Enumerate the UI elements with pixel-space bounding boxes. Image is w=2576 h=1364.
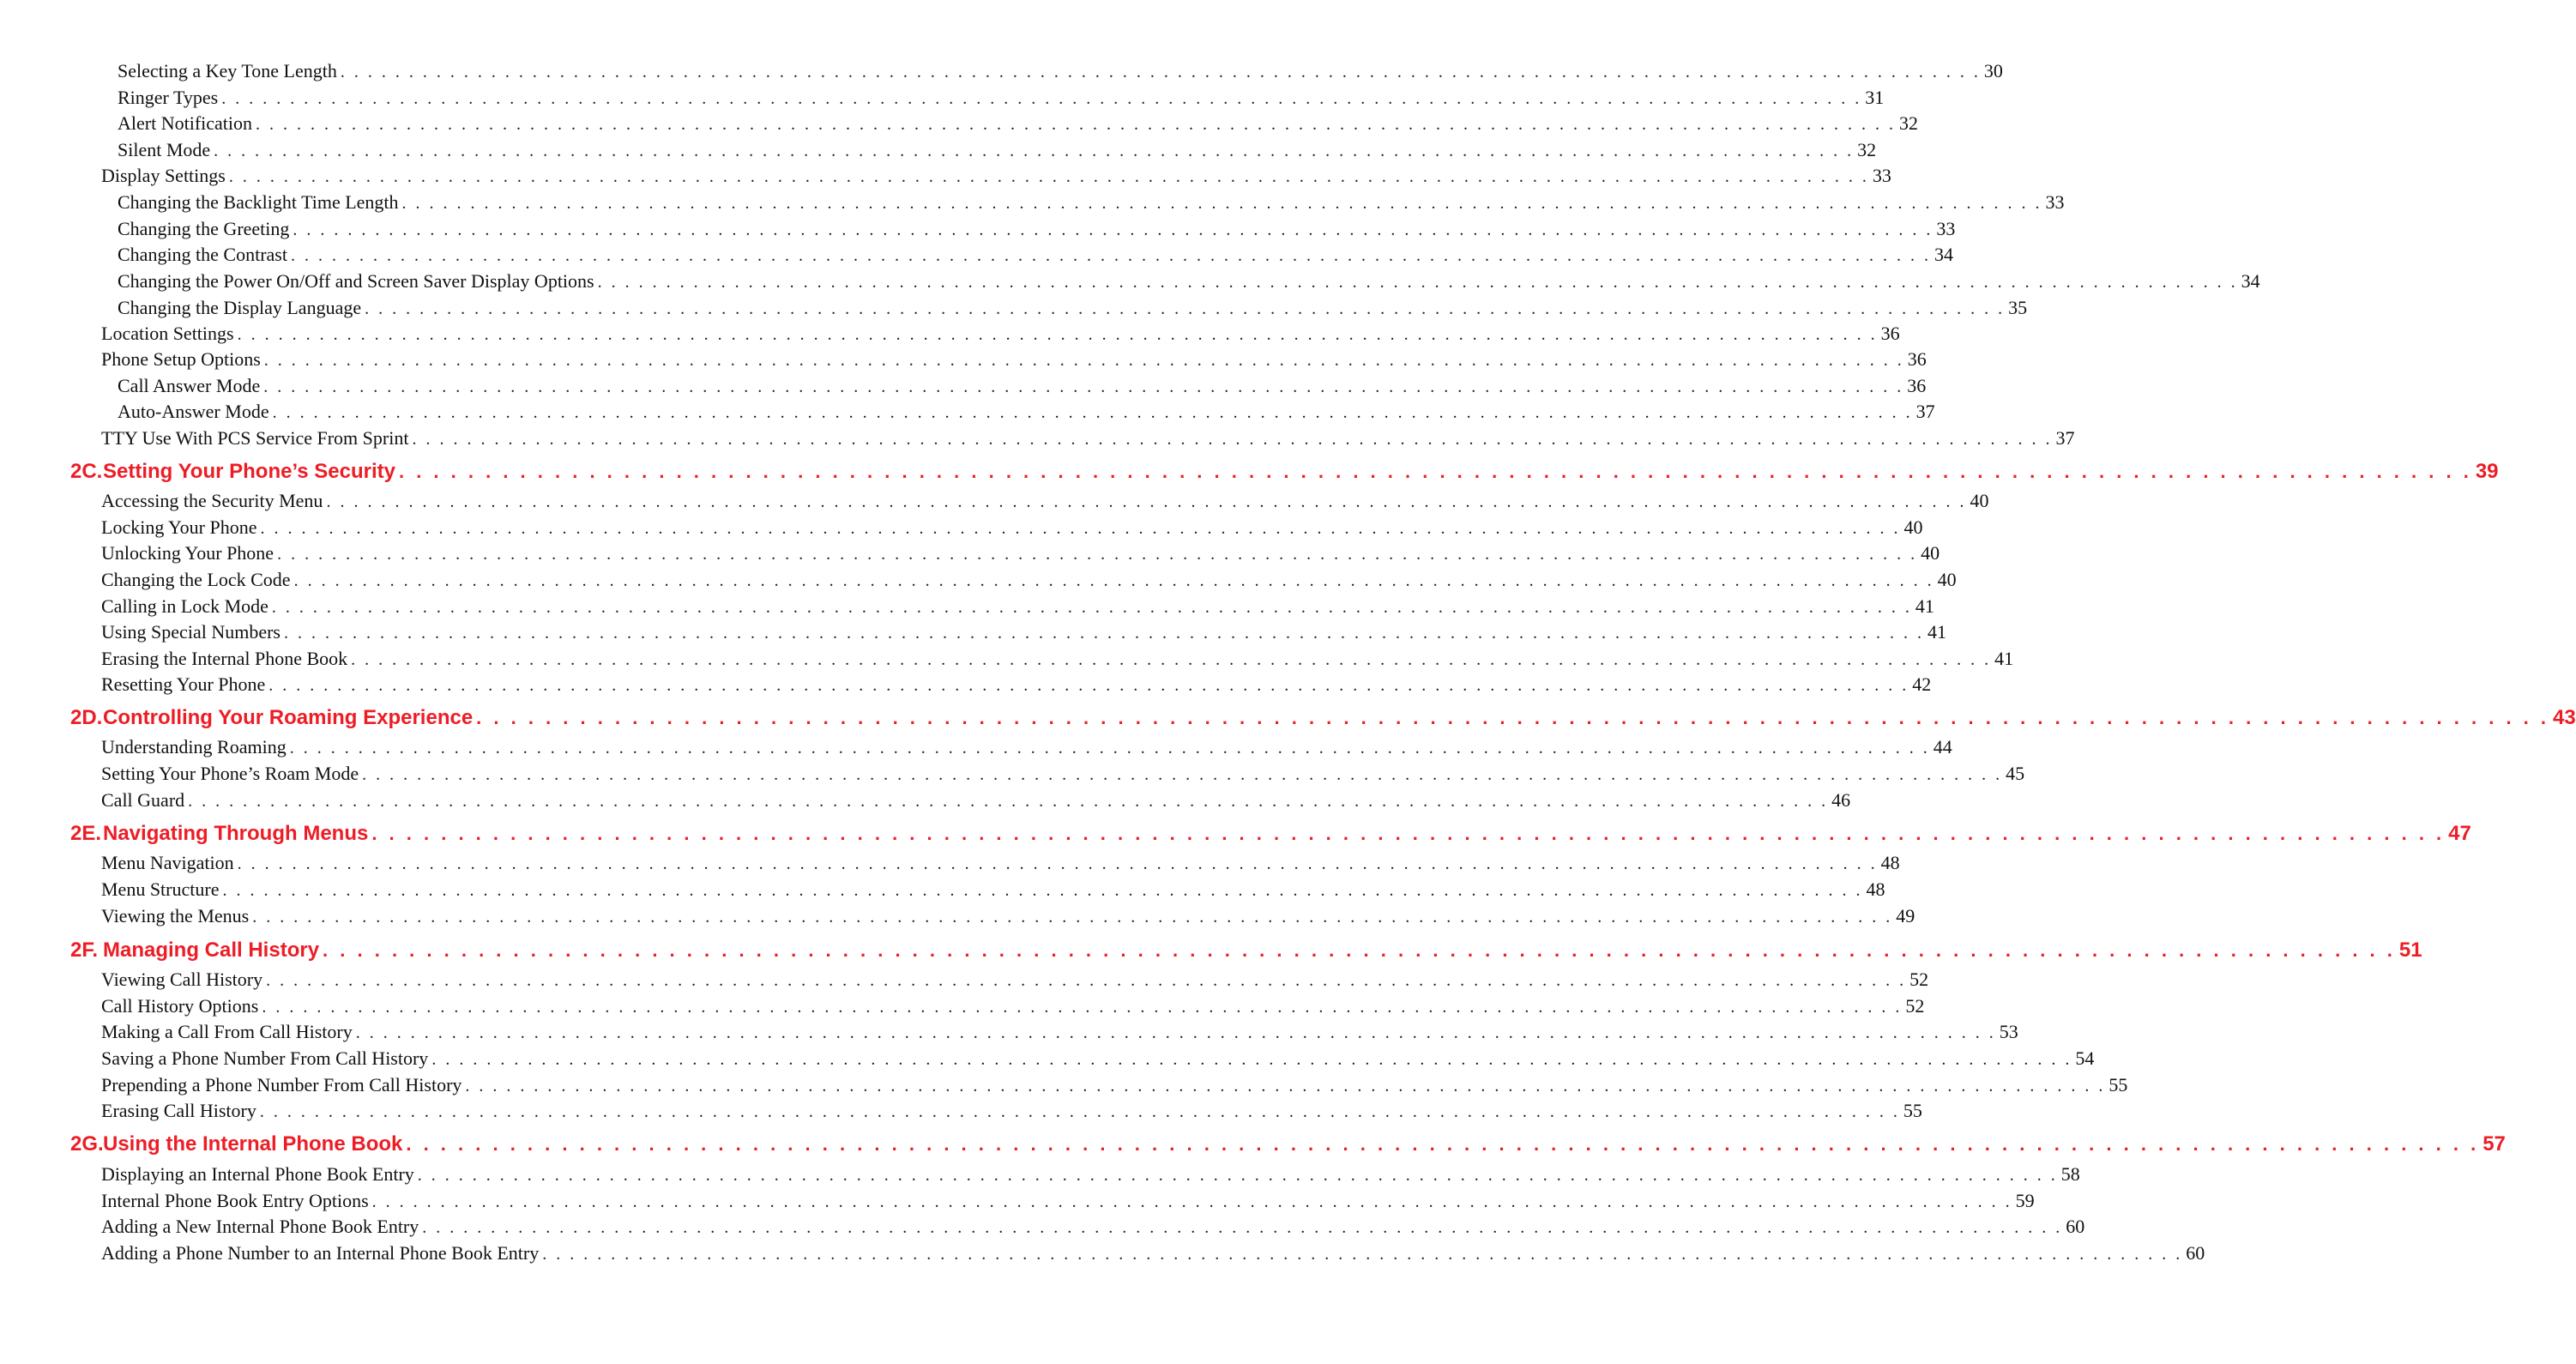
page-number: 36 (1907, 375, 1927, 396)
page-number: 36 (1907, 348, 1927, 370)
dot-leader: . . . . . . . . . . . . . . . . . . . . . . . . . . . . . . . . . . . . . . . . . . . . . . . . . . . . . . . . . . . . . . . . . . . . . . . . . . . . . . . . . . . . . . . . . . . . . . . . . . . . . . . . . . . . . . . . . . . . . . . . (262, 998, 1903, 1017)
dot-leader: . . . . . . . . . . . . . . . . . . . . . . . . . . . . . . . . . . . . . . . . . . . . . . . . . . . . . . . . . . . . . . . . . . . . . . . . . . . . . . . . . . . . . . . . . . . . . . . . . . . . . . . . . . . . . . . . . . . . . . . . (237, 854, 1878, 873)
dot-leader: . . . . . . . . . . . . . . . . . . . . . . . . . . . . . . . . . . . . . . . . . . . . . . . . . . . . . . . . . . . . . . . . . . . . . . . . . . . . . . . . . . . . . . . . . . . . . . . . . . . . . . . . . . . . . . . . . . . . . . . . (371, 823, 2446, 844)
dot-leader: . . . . . . . . . . . . . . . . . . . . . . . . . . . . . . . . . . . . . . . . . . . . . . . . . . . . . . . . . . . . . . . . . . . . . . . . . . . . . . . . . . . . . . . . . . . . . . . . . . . . . . . . . . . . . . . . . . . . . . . . (256, 115, 1897, 134)
page-number: 41 (1915, 595, 1934, 617)
dot-leader: . . . . . . . . . . . . . . . . . . . . . . . . . . . . . . . . . . . . . . . . . . . . . . . . . . . . . . . . . . . . . . . . . . . . . . . . . . . . . . . . . . . . . . . . . . . . . . . . . . . . . . . . . . . . . . . . . . . . . . . . (237, 325, 1878, 344)
page-number: 52 (1905, 995, 1925, 1017)
toc-chapter-row[interactable] (0, 1132, 2506, 1158)
entry-title: Accessing the Security Menu (101, 490, 323, 511)
entry-title: Location Settings (101, 323, 234, 344)
page-number: 44 (1933, 736, 1952, 757)
chapter-number: 2E. (70, 822, 102, 845)
page-number: 60 (2186, 1242, 2205, 1264)
dot-leader: . . . . . . . . . . . . . . . . . . . . . . . . . . . . . . . . . . . . . . . . . . . . . . . . . . . . . . . . . . . . . . . . . . . . . . . . . . . . . . . . . . . . . . . . . . . . . . . . . . . . . . . . . . . . . . . . . . . . . . . . (355, 1023, 1996, 1042)
entry-title: Erasing the Internal Phone Book (101, 648, 348, 669)
page-number: 33 (2045, 191, 2065, 213)
page-number: 49 (1896, 905, 1915, 926)
toc-chapter-row[interactable] (0, 939, 2422, 964)
dot-leader: . . . . . . . . . . . . . . . . . . . . . . . . . . . . . . . . . . . . . . . . . . . . . . . . . . . . . . . . . . . . . . . . . . . . . . . . . . . . . . . . . . . . . . . . . . . . . . . . . . . . . . . . . . . . . . . . . . . . . . . . (214, 142, 1855, 160)
entry-title: Auto-Answer Mode (118, 401, 269, 422)
dot-leader: . . . . . . . . . . . . . . . . . . . . . . . . . . . . . . . . . . . . . . . . . . . . . . . . . . . . . . . . . . . . . . . . . . . . . . . . . . . . . . . . . . . . . . . . . . . . . . . . . . . . . . . . . . . . . . . . . . . . . . . . (259, 1102, 1900, 1121)
dot-leader: . . . . . . . . . . . . . . . . . . . . . . . . . . . . . . . . . . . . . . . . . . . . . . . . . . . . . . . . . . . . . . . . . . . . . . . . . . . . . . . . . . . . . . . . . . . . . . . . . . . . . . . . . . . . . . . . . . . . . . . . (323, 939, 2396, 961)
page-number: 59 (2015, 1190, 2035, 1211)
chapter-title (70, 706, 473, 730)
dot-leader: . . . . . . . . . . . . . . . . . . . . . . . . . . . . . . . . . . . . . . . . . . . . . . . . . . . . . . . . . . . . . . . . . . . . . . . . . . . . . . . . . . . . . . . . . . . . . . . . . . . . . . . . . . . . . . . . . . . . . . . . (431, 1050, 2072, 1069)
entry-title: Display Settings (101, 165, 226, 186)
dot-leader: . . . . . . . . . . . . . . . . . . . . . . . . . . . . . . . . . . . . . . . . . . . . . . . . . . . . . . . . . . . . . . . . . . . . . . . . . . . . . . . . . . . . . . . . . . . . . . . . . . . . . . . . . . . . . . . . . . . . . . . . (266, 971, 1907, 990)
page-number: 33 (1872, 165, 1891, 186)
page-number: 52 (1909, 969, 1929, 990)
entry-title: Adding a Phone Number to an Internal Phone Book Entry (101, 1242, 540, 1264)
entry-title: Changing the Display Language (118, 297, 362, 318)
toc-entry-row[interactable] (0, 244, 1953, 269)
entry-title: Changing the Lock Code (101, 569, 291, 590)
dot-leader: . . . . . . . . . . . . . . . . . . . . . . . . . . . . . . . . . . . . . . . . . . . . . . . . . . . . . . . . . . . . . . . . . . . . . . . . . . . . . . . . . . . . . . . . . . . . . . . . . . . . . . . . . . . . . . . . . . . . . . . . (252, 908, 1893, 926)
entry-title: Internal Phone Book Entry Options (101, 1190, 369, 1211)
dot-leader: . . . . . . . . . . . . . . . . . . . . . . . . . . . . . . . . . . . . . . . . . . . . . . . . . . . . . . . . . . . . . . . . . . . . . . . . . . . . . . . . . . . . . . . . . . . . . . . . . . . . . . . . . . . . . . . . . . . . . . . . (422, 1218, 2063, 1237)
dot-leader: . . . . . . . . . . . . . . . . . . . . . . . . . . . . . . . . . . . . . . . . . . . . . . . . . . . . . . . . . . . . . . . . . . . . . . . . . . . . . . . . . . . . . . . . . . . . . . . . . . . . . . . . . . . . . . . . . . . . . . . . (417, 1166, 2058, 1185)
dot-leader: . . . . . . . . . . . . . . . . . . . . . . . . . . . . . . . . . . . . . . . . . . . . . . . . . . . . . . . . . . . . . . . . . . . . . . . . . . . . . . . . . . . . . . . . . . . . . . . . . . . . . . . . . . . . . . . . . . . . . . . . (290, 246, 1931, 265)
toc-entry-row[interactable] (0, 323, 1900, 348)
page-number: 41 (1994, 648, 2014, 669)
toc-entry-row[interactable] (0, 1242, 2205, 1268)
page-number: 33 (1936, 218, 1956, 239)
page-number: 51 (2398, 939, 2422, 962)
entry-title: Viewing the Menus (101, 905, 250, 926)
page-number: 30 (1983, 60, 2003, 81)
toc-entry-row[interactable] (0, 648, 2014, 673)
dot-leader: . . . . . . . . . . . . . . . . . . . . . . . . . . . . . . . . . . . . . . . . . . . . . . . . . . . . . . . . . . . . . . . . . . . . . . . . . . . . . . . . . . . . . . . . . . . . . . . . . . . . . . . . . . . . . . . . . . . . . . . . (597, 273, 2238, 292)
toc-entry-row[interactable] (0, 621, 1946, 647)
toc-entry-row[interactable] (0, 736, 1952, 762)
toc-entry-row[interactable] (0, 1021, 2018, 1047)
page-number: 60 (2066, 1216, 2085, 1237)
entry-title: Changing the Greeting (118, 218, 290, 239)
toc-entry-row[interactable] (0, 60, 2003, 86)
toc-entry-row[interactable] (0, 270, 2260, 296)
entry-title: Prepending a Phone Number From Call History (101, 1074, 462, 1095)
toc-entry-row[interactable] (0, 1100, 1922, 1126)
entry-title: Alert Notification (118, 112, 253, 134)
entry-title: Understanding Roaming (101, 736, 287, 757)
page-number: 37 (2055, 427, 2075, 449)
toc-entry-row[interactable] (0, 789, 1851, 815)
toc-chapter-row[interactable] (0, 822, 2471, 848)
dot-leader: . . . . . . . . . . . . . . . . . . . . . . . . . . . . . . . . . . . . . . . . . . . . . . . . . . . . . . . . . . . . . . . . . . . . . . . . . . . . . . . . . . . . . . . . . . . . . . . . . . . . . . . . . . . . . . . . . . . . . . . . (293, 571, 1934, 590)
entry-title: Unlocking Your Phone (101, 542, 274, 564)
page-number: 37 (1915, 401, 1935, 422)
entry-title: Making a Call From Call History (101, 1021, 353, 1042)
entry-title: Changing the Power On/Off and Screen Saver Display Options (118, 270, 594, 292)
toc-entry-row[interactable] (0, 191, 2065, 217)
toc-entry-row[interactable] (0, 87, 1885, 112)
entry-title: Displaying an Internal Phone Book Entry (101, 1163, 414, 1185)
page-number: 42 (1912, 673, 1932, 695)
toc-entry-row[interactable] (0, 348, 1927, 374)
chapter-title-text: Navigating Through Menus (103, 822, 369, 845)
dot-leader: . . . . . . . . . . . . . . . . . . . . . . . . . . . . . . . . . . . . . . . . . . . . . . . . . . . . . . . . . . . . . . . . . . . . . . . . . . . . . . . . . . . . . . . . . . . . . . . . . . . . . . . . . . . . . . . . . . . . . . . . (260, 519, 1901, 538)
entry-title: Call Answer Mode (118, 375, 261, 396)
page-number: 48 (1880, 852, 1900, 873)
page-number: 48 (1866, 878, 1885, 900)
page-number: 35 (2008, 297, 2028, 318)
toc-entry-row[interactable] (0, 401, 1935, 426)
toc-entry-row[interactable] (0, 1163, 2080, 1189)
chapter-title (70, 822, 368, 846)
entry-title: Call History Options (101, 995, 259, 1017)
page-number: 34 (2241, 270, 2260, 292)
toc-entry-row[interactable] (0, 516, 1923, 542)
dot-leader: . . . . . . . . . . . . . . . . . . . . . . . . . . . . . . . . . . . . . . . . . . . . . . . . . . . . . . . . . . . . . . . . . . . . . . . . . . . . . . . . . . . . . . . . . . . . . . . . . . . . . . . . . . . . . . . . . . . . . . . . (277, 545, 1918, 564)
page-number: 57 (2482, 1132, 2506, 1156)
page-number: 39 (2475, 460, 2499, 483)
dot-leader: . . . . . . . . . . . . . . . . . . . . . . . . . . . . . . . . . . . . . . . . . . . . . . . . . . . . . . . . . . . . . . . . . . . . . . . . . . . . . . . . . . . . . . . . . . . . . . . . . . . . . . . . . . . . . . . . . . . . . . . . (371, 1192, 2012, 1211)
page-number: 31 (1865, 87, 1885, 108)
chapter-number: 2D. (70, 706, 103, 729)
page-number: 55 (1903, 1100, 1922, 1121)
entry-title: Resetting Your Phone (101, 673, 266, 695)
toc-entry-row[interactable] (0, 112, 1919, 138)
dot-leader: . . . . . . . . . . . . . . . . . . . . . . . . . . . . . . . . . . . . . . . . . . . . . . . . . . . . . . . . . . . . . . . . . . . . . . . . . . . . . . . . . . . . . . . . . . . . . . . . . . . . . . . . . . . . . . . . . . . . . . . . (293, 220, 1934, 239)
toc-entry-row[interactable] (0, 1074, 2128, 1100)
toc-entry-row[interactable] (0, 139, 1877, 165)
entry-title: Erasing Call History (101, 1100, 256, 1121)
entry-title: Changing the Contrast (118, 244, 287, 265)
page-number: 41 (1927, 621, 1946, 643)
page-number: 45 (2006, 763, 2025, 784)
dot-leader: . . . . . . . . . . . . . . . . . . . . . . . . . . . . . . . . . . . . . . . . . . . . . . . . . . . . . . . . . . . . . . . . . . . . . . . . . . . . . . . . . . . . . . . . . . . . . . . . . . . . . . . . . . . . . . . . . . . . . . . . (406, 1133, 2480, 1155)
dot-leader: . . . . . . . . . . . . . . . . . . . . . . . . . . . . . . . . . . . . . . . . . . . . . . . . . . . . . . . . . . . . . . . . . . . . . . . . . . . . . . . . . . . . . . . . . . . . . . . . . . . . . . . . . . . . . . . . . . . . . . . . (401, 194, 2042, 213)
dot-leader: . . . . . . . . . . . . . . . . . . . . . . . . . . . . . . . . . . . . . . . . . . . . . . . . . . . . . . . . . . . . . . . . . . . . . . . . . . . . . . . . . . . . . . . . . . . . . . . . . . . . . . . . . . . . . . . . . . . . . . . . (263, 377, 1904, 396)
toc-entry-row[interactable] (0, 1047, 2095, 1073)
toc-entry-row[interactable] (0, 1190, 2035, 1216)
entry-title: Setting Your Phone’s Roam Mode (101, 763, 359, 784)
toc-entry-row[interactable] (0, 297, 2028, 323)
chapter-title-text: Managing Call History (103, 939, 320, 962)
dot-leader: . . . . . . . . . . . . . . . . . . . . . . . . . . . . . . . . . . . . . . . . . . . . . . . . . . . . . . . . . . . . . . . . . . . . . . . . . . . . . . . . . . . . . . . . . . . . . . . . . . . . . . . . . . . . . . . . . . . . . . . . (398, 461, 2472, 482)
dot-leader: . . . . . . . . . . . . . . . . . . . . . . . . . . . . . . . . . . . . . . . . . . . . . . . . . . . . . . . . . . . . . . . . . . . . . . . . . . . . . . . . . . . . . . . . . . . . . . . . . . . . . . . . . . . . . . . . . . . . . . . . (271, 598, 1912, 617)
toc-entry-row[interactable] (0, 595, 1934, 621)
toc-entry-row[interactable] (0, 427, 2075, 453)
page-number: 32 (1899, 112, 1919, 134)
dot-leader: . . . . . . . . . . . . . . . . . . . . . . . . . . . . . . . . . . . . . . . . . . . . . . . . . . . . . . . . . . . . . . . . . . . . . . . . . . . . . . . . . . . . . . . . . . . . . . . . . . . . . . . . . . . . . . . . . . . . . . . . (351, 650, 1992, 669)
toc-entry-row[interactable] (0, 673, 1932, 699)
entry-title: Calling in Lock Mode (101, 595, 268, 617)
entry-title: Phone Setup Options (101, 348, 261, 370)
dot-leader: . . . . . . . . . . . . . . . . . . . . . . . . . . . . . . . . . . . . . . . . . . . . . . . . . . . . . . . . . . . . . . . . . . . . . . . . . . . . . . . . . . . . . . . . . . . . . . . . . . . . . . . . . . . . . . . . . . . . . . . . (362, 765, 2003, 784)
toc-chapter-row[interactable] (0, 706, 2576, 732)
toc-entry-row[interactable] (0, 542, 1940, 568)
dot-leader: . . . . . . . . . . . . . . . . . . . . . . . . . . . . . . . . . . . . . . . . . . . . . . . . . . . . . . . . . . . . . . . . . . . . . . . . . . . . . . . . . . . . . . . . . . . . . . . . . . . . . . . . . . . . . . . . . . . . . . . . (465, 1077, 2106, 1095)
dot-leader: . . . . . . . . . . . . . . . . . . . . . . . . . . . . . . . . . . . . . . . . . . . . . . . . . . . . . . . . . . . . . . . . . . . . . . . . . . . . . . . . . . . . . . . . . . . . . . . . . . . . . . . . . . . . . . . . . . . . . . . . (221, 89, 1862, 108)
page-number: 40 (1970, 490, 1989, 511)
entry-title: Changing the Backlight Time Length (118, 191, 399, 213)
toc-chapter-row[interactable] (0, 460, 2499, 486)
entry-title: Call Guard (101, 789, 185, 811)
page-number: 36 (1880, 323, 1900, 344)
toc-entry-row[interactable] (0, 995, 1925, 1021)
entry-title: Ringer Types (118, 87, 219, 108)
toc-entry-row[interactable] (0, 165, 1891, 190)
page-number: 40 (1921, 542, 1940, 564)
page-number: 40 (1937, 569, 1957, 590)
dot-leader: . . . . . . . . . . . . . . . . . . . . . . . . . . . . . . . . . . . . . . . . . . . . . . . . . . . . . . . . . . . . . . . . . . . . . . . . . . . . . . . . . . . . . . . . . . . . . . . . . . . . . . . . . . . . . . . . . . . . . . . . (365, 299, 2006, 318)
entry-title: Using Special Numbers (101, 621, 281, 643)
dot-leader: . . . . . . . . . . . . . . . . . . . . . . . . . . . . . . . . . . . . . . . . . . . . . . . . . . . . . . . . . . . . . . . . . . . . . . . . . . . . . . . . . . . . . . . . . . . . . . . . . . . . . . . . . . . . . . . . . . . . . . . . (542, 1245, 2183, 1264)
dot-leader: . . . . . . . . . . . . . . . . . . . . . . . . . . . . . . . . . . . . . . . . . . . . . . . . . . . . . . . . . . . . . . . . . . . . . . . . . . . . . . . . . . . . . . . . . . . . . . . . . . . . . . . . . . . . . . . . . . . . . . . . (188, 792, 1829, 811)
dot-leader: . . . . . . . . . . . . . . . . . . . . . . . . . . . . . . . . . . . . . . . . . . . . . . . . . . . . . . . . . . . . . . . . . . . . . . . . . . . . . . . . . . . . . . . . . . . . . . . . . . . . . . . . . . . . . . . . . . . . . . . . (289, 739, 1930, 757)
toc-entry-row[interactable] (0, 218, 1956, 244)
page-number: 43 (2553, 706, 2576, 729)
chapter-title (70, 1132, 402, 1156)
toc-entry-row[interactable] (0, 1216, 2085, 1241)
entry-title: Adding a New Internal Phone Book Entry (101, 1216, 419, 1237)
page-number: 58 (2060, 1163, 2080, 1185)
chapter-number: 2F. (70, 939, 99, 962)
dot-leader: . . . . . . . . . . . . . . . . . . . . . . . . . . . . . . . . . . . . . . . . . . . . . . . . . . . . . . . . . . . . . . . . . . . . . . . . . . . . . . . . . . . . . . . . . . . . . . . . . . . . . . . . . . . . . . . . . . . . . . . . (283, 624, 1924, 643)
chapter-title-text: Using the Internal Phone Book (103, 1132, 403, 1156)
toc-entry-row[interactable] (0, 490, 1989, 516)
dot-leader: . . . . . . . . . . . . . . . . . . . . . . . . . . . . . . . . . . . . . . . . . . . . . . . . . . . . . . . . . . . . . . . . . . . . . . . . . . . . . . . . . . . . . . . . . . . . . . . . . . . . . . . . . . . . . . . . . . . . . . . . (412, 430, 2053, 449)
dot-leader: . . . . . . . . . . . . . . . . . . . . . . . . . . . . . . . . . . . . . . . . . . . . . . . . . . . . . . . . . . . . . . . . . . . . . . . . . . . . . . . . . . . . . . . . . . . . . . . . . . . . . . . . . . . . . . . . . . . . . . . . (228, 167, 1869, 186)
entry-title: Viewing Call History (101, 969, 263, 990)
toc-entry-row[interactable] (0, 905, 1915, 931)
toc-entry-row[interactable] (0, 852, 1900, 878)
chapter-number: 2G. (70, 1132, 104, 1156)
page-number: 46 (1831, 789, 1851, 811)
page-number: 47 (2448, 822, 2471, 845)
entry-title: Silent Mode (118, 139, 211, 160)
entry-title: Locking Your Phone (101, 516, 257, 538)
entry-title: TTY Use With PCS Service From Sprint (101, 427, 409, 449)
entry-title: Menu Structure (101, 878, 220, 900)
entry-title: Menu Navigation (101, 852, 234, 873)
entry-title: Selecting a Key Tone Length (118, 60, 337, 81)
dot-leader: . . . . . . . . . . . . . . . . . . . . . . . . . . . . . . . . . . . . . . . . . . . . . . . . . . . . . . . . . . . . . . . . . . . . . . . . . . . . . . . . . . . . . . . . . . . . . . . . . . . . . . . . . . . . . . . . . . . . . . . . (268, 676, 1909, 695)
toc-entry-row[interactable] (0, 969, 1929, 994)
page-number: 55 (2108, 1074, 2128, 1095)
page-number: 34 (1934, 244, 1953, 265)
toc-entry-row[interactable] (0, 878, 1885, 904)
dot-leader: . . . . . . . . . . . . . . . . . . . . . . . . . . . . . . . . . . . . . . . . . . . . . . . . . . . . . . . . . . . . . . . . . . . . . . . . . . . . . . . . . . . . . . . . . . . . . . . . . . . . . . . . . . . . . . . . . . . . . . . . (263, 351, 1904, 370)
dot-leader: . . . . . . . . . . . . . . . . . . . . . . . . . . . . . . . . . . . . . . . . . . . . . . . . . . . . . . . . . . . . . . . . . . . . . . . . . . . . . . . . . . . . . . . . . . . . . . . . . . . . . . . . . . . . . . . . . . . . . . . . (272, 403, 1913, 422)
chapter-title (70, 460, 395, 484)
chapter-title (70, 939, 319, 963)
page-number: 40 (1903, 516, 1923, 538)
chapter-number: 2C. (70, 460, 103, 483)
dot-leader: . . . . . . . . . . . . . . . . . . . . . . . . . . . . . . . . . . . . . . . . . . . . . . . . . . . . . . . . . . . . . . . . . . . . . . . . . . . . . . . . . . . . . . . . . . . . . . . . . . . . . . . . . . . . . . . . . . . . . . . . (222, 881, 1863, 900)
page-number: 53 (1999, 1021, 2018, 1042)
dot-leader: . . . . . . . . . . . . . . . . . . . . . . . . . . . . . . . . . . . . . . . . . . . . . . . . . . . . . . . . . . . . . . . . . . . . . . . . . . . . . . . . . . . . . . . . . . . . . . . . . . . . . . . . . . . . . . . . . . . . . . . . (476, 707, 2550, 728)
chapter-title-text: Setting Your Phone’s Security (103, 460, 395, 483)
chapter-title-text: Controlling Your Roaming Experience (103, 706, 474, 729)
dot-leader: . . . . . . . . . . . . . . . . . . . . . . . . . . . . . . . . . . . . . . . . . . . . . . . . . . . . . . . . . . . . . . . . . . . . . . . . . . . . . . . . . . . . . . . . . . . . . . . . . . . . . . . . . . . . . . . . . . . . . . . . (326, 492, 1967, 511)
entry-title: Saving a Phone Number From Call History (101, 1047, 429, 1069)
toc-entry-row[interactable] (0, 375, 1927, 401)
dot-leader: . . . . . . . . . . . . . . . . . . . . . . . . . . . . . . . . . . . . . . . . . . . . . . . . . . . . . . . . . . . . . . . . . . . . . . . . . . . . . . . . . . . . . . . . . . . . . . . . . . . . . . . . . . . . . . . . . . . . . . . . (340, 63, 1981, 81)
toc-entry-row[interactable] (0, 569, 1957, 594)
toc-entry-row[interactable] (0, 763, 2025, 788)
page-number: 32 (1857, 139, 1877, 160)
page-number: 54 (2075, 1047, 2095, 1069)
